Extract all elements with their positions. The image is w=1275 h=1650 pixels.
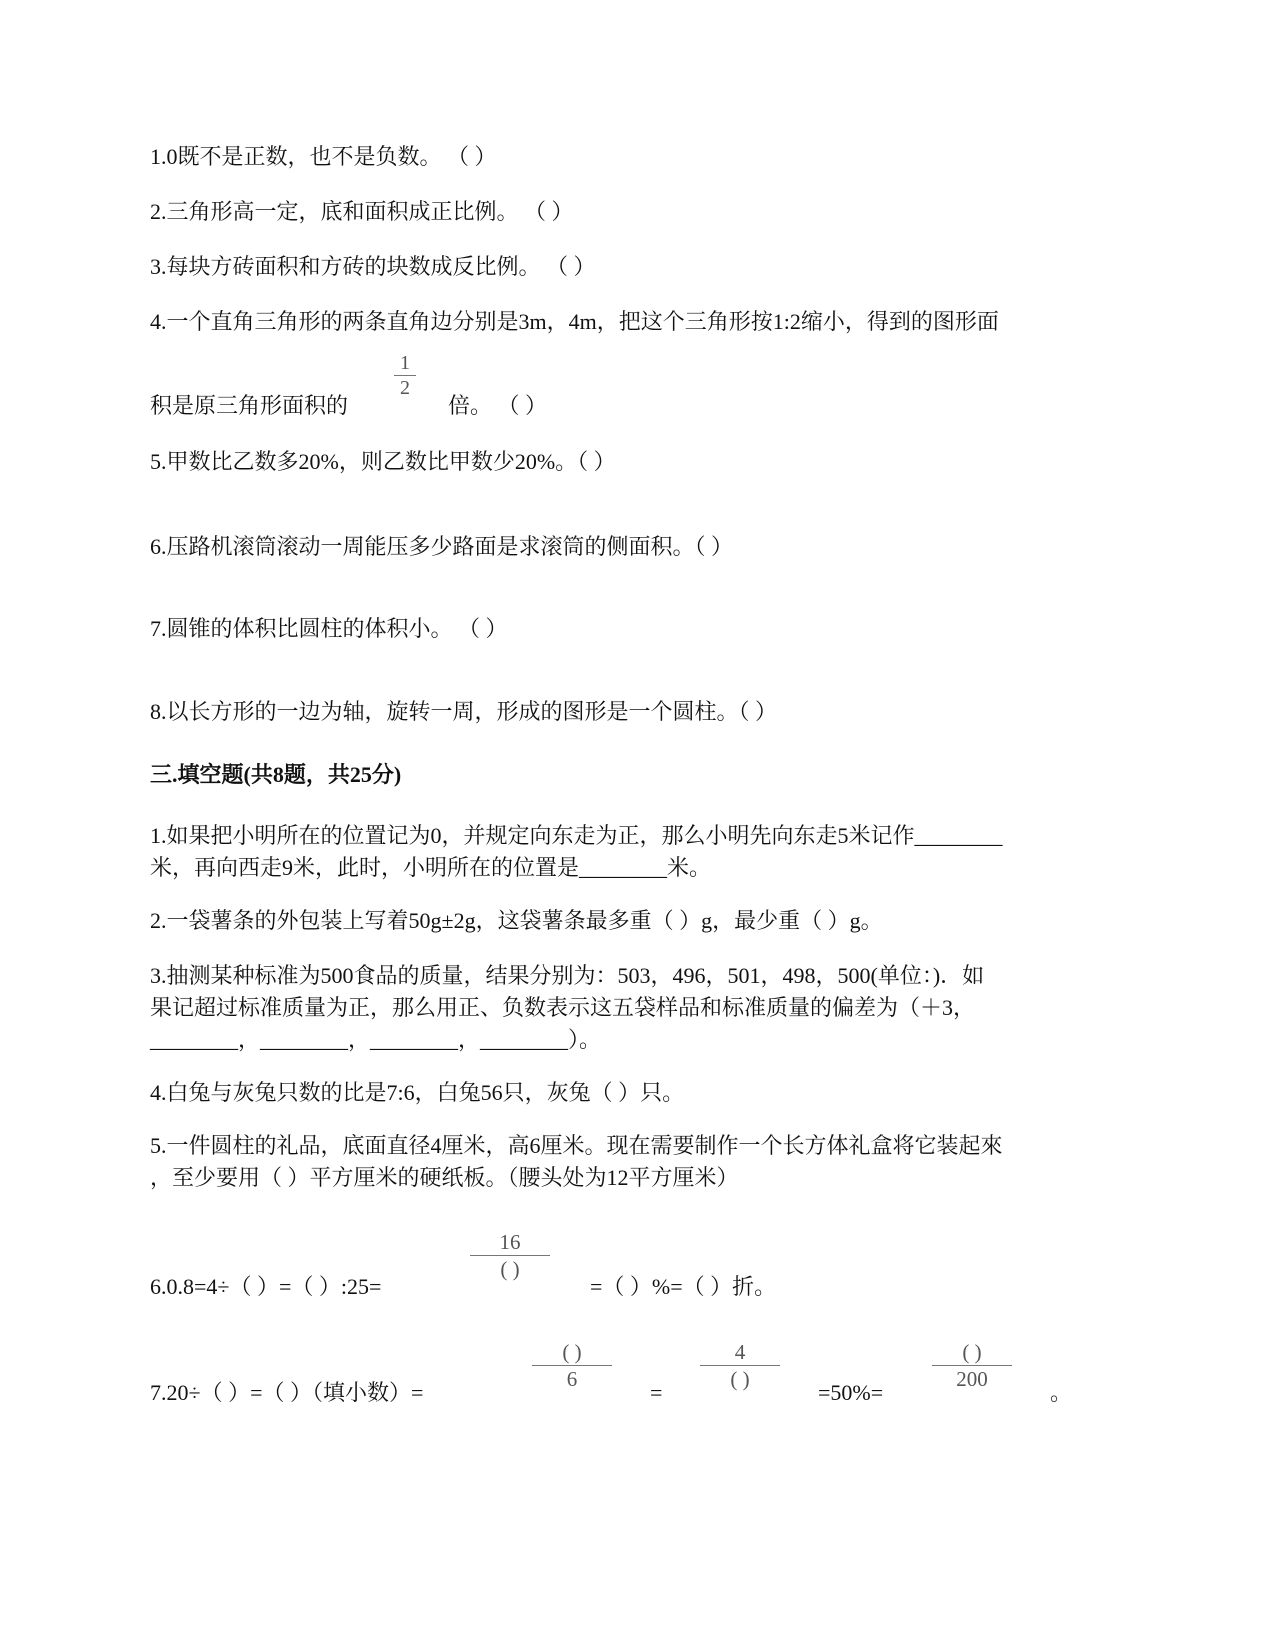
- fraction-bar: [532, 1365, 612, 1366]
- question-1: 1.0既不是正数，也不是负数。 （ ）: [150, 144, 497, 169]
- fraction-4-over-blank: [700, 1340, 780, 1391]
- fraction-numerator: ( ): [962, 1340, 982, 1364]
- fill-question-5-line2: ，至少要用（ ）平方厘米的硬纸板。（腰头处为12平方厘米）: [150, 1165, 739, 1190]
- fraction-16-over-blank: [470, 1230, 550, 1281]
- fill-question-6-suffix: =（ ）%=（ ）折。: [590, 1274, 777, 1299]
- fraction-denominator: ( ): [500, 1257, 520, 1281]
- fraction-bar: [394, 375, 416, 376]
- fraction-denominator: ( ): [730, 1367, 750, 1391]
- fill-question-7-mid: =50%=: [818, 1380, 884, 1405]
- question-4-line1: 4.一个直角三角形的两条直角边分别是3m，4m，把这个三角形按1:2缩小，得到的图形面: [150, 309, 999, 334]
- fraction-denominator: 6: [566, 1367, 578, 1391]
- fill-question-4: 4.白兔与灰兔只数的比是7:6，白兔56只，灰兔（ ）只。: [150, 1080, 685, 1105]
- fill-question-7-equals: =: [650, 1380, 663, 1405]
- section-title-fill-in: 三.填空题(共8题，共25分): [150, 762, 402, 787]
- question-2: 2.三角形高一定，底和面积成正比例。 （ ）: [150, 199, 574, 224]
- fill-question-3-line1: 3.抽测某种标准为500食品的质量，结果分别为：503，496，501，498，500(单位：)．如: [150, 963, 985, 988]
- fill-question-6-prefix: 6.0.8=4÷（ ）=（ ）:25=: [150, 1274, 382, 1299]
- fraction-one-half: [394, 352, 416, 399]
- fill-question-7-prefix: 7.20÷（ ）=（ ）（填小数）=: [150, 1380, 424, 1405]
- question-6: 6.压路机滚筒滚动一周能压多少路面是求滚筒的侧面积。（ ）: [150, 534, 734, 559]
- question-4-line2-suffix: 倍。 （ ）: [448, 393, 548, 418]
- question-3: 3.每块方砖面积和方砖的块数成反比例。 （ ）: [150, 254, 596, 279]
- fill-question-3-line3: ________，________，________，________）。: [150, 1027, 602, 1052]
- fraction-bar: [700, 1365, 780, 1366]
- fraction-bar: [932, 1365, 1012, 1366]
- fraction-numerator: 4: [734, 1340, 746, 1364]
- fraction-numerator: ( ): [562, 1340, 582, 1364]
- fraction-denominator: 200: [956, 1367, 988, 1391]
- question-4-line2-prefix: 积是原三角形面积的: [150, 393, 349, 418]
- fraction-bar: [470, 1255, 550, 1256]
- fraction-blank-over-200: [932, 1340, 1012, 1391]
- fraction-denominator: 2: [400, 377, 410, 399]
- fraction-blank-over-6: [532, 1340, 612, 1391]
- fraction-numerator: 16: [499, 1230, 521, 1254]
- question-8: 8.以长方形的一边为轴，旋转一周，形成的图形是一个圆柱。（ ）: [150, 699, 778, 724]
- fill-question-1-line2: 米，再向西走9米，此时，小明所在的位置是________米。: [150, 855, 712, 880]
- fraction-numerator: 1: [400, 352, 410, 374]
- question-7: 7.圆锥的体积比圆柱的体积小。 （ ）: [150, 616, 508, 641]
- fill-question-7-end: 。: [1050, 1380, 1073, 1405]
- fill-question-2: 2.一袋薯条的外包装上写着50g±2g，这袋薯条最多重（ ）g，最少重（ ）g。: [150, 908, 883, 933]
- question-5: 5.甲数比乙数多20%，则乙数比甲数少20%。（ ）: [150, 449, 616, 474]
- fill-question-3-line2: 果记超过标准质量为正，那么用正、负数表示这五袋样品和标准质量的偏差为（＋3，: [150, 995, 976, 1020]
- fill-question-1-line1: 1.如果把小明所在的位置记为0，并规定向东走为正，那么小明先向东走5米记作________: [150, 823, 1003, 848]
- fill-question-5-line1: 5.一件圆柱的礼品，底面直径4厘米，高6厘米。现在需要制作一个长方体礼盒将它装起來: [150, 1133, 1003, 1158]
